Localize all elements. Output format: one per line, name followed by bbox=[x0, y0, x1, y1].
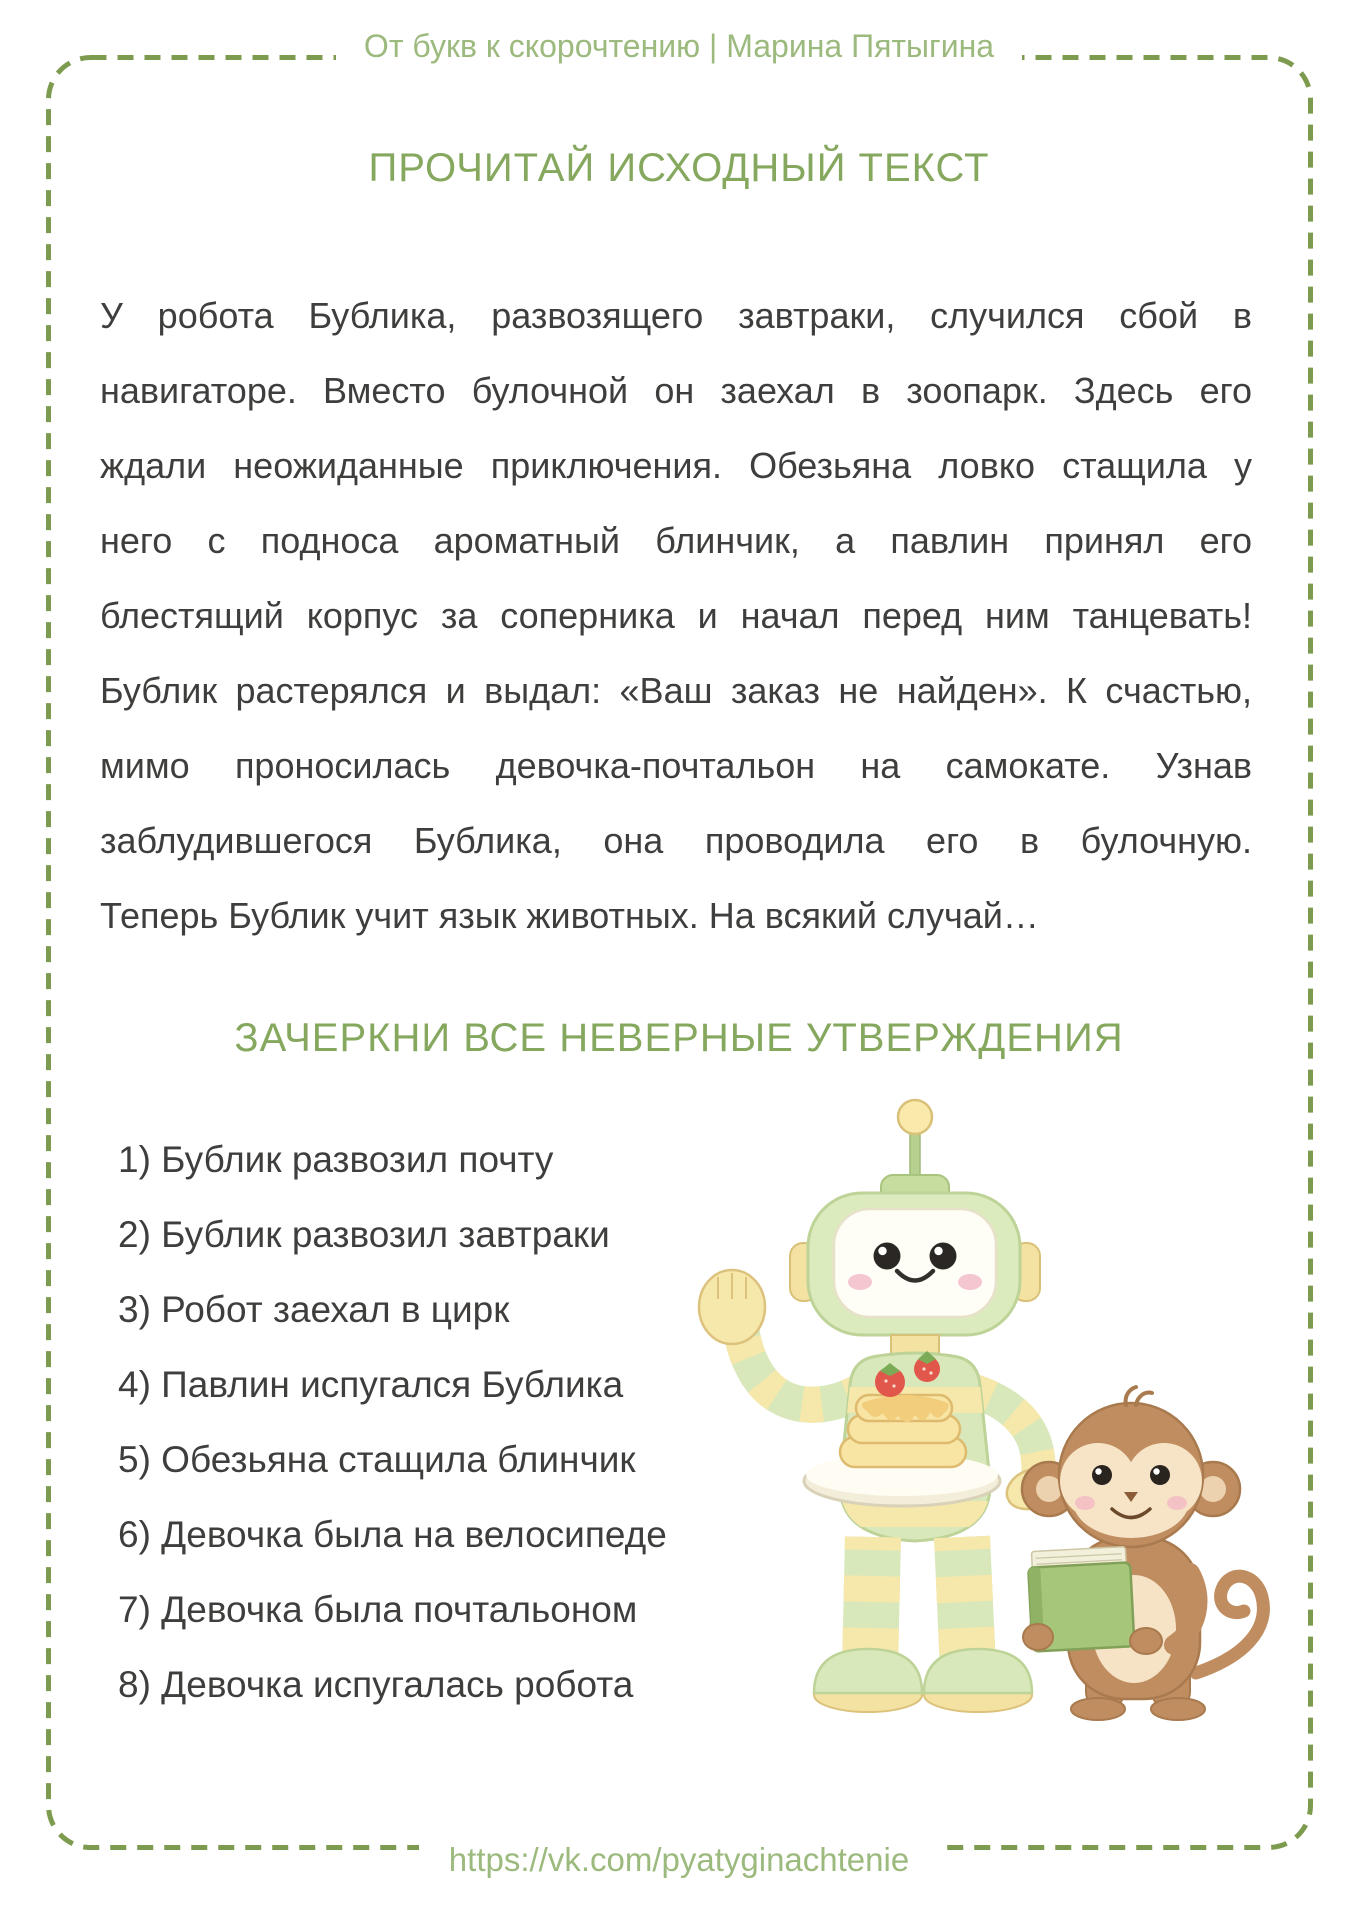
monkey-cheek-left bbox=[1075, 1496, 1095, 1510]
text-line: У робота Бублика, развозящего завтраки, случился сбой в bbox=[100, 295, 1252, 336]
section-read-title: ПРОЧИТАЙ ИСХОДНЫЙ ТЕКСТ bbox=[368, 146, 990, 190]
robot-cheek-left bbox=[848, 1274, 872, 1290]
robot-feet bbox=[814, 1649, 1032, 1712]
monkey-hand-right bbox=[1130, 1628, 1162, 1654]
footer-link[interactable]: https://vk.com/pyatyginachtenie bbox=[419, 1838, 939, 1882]
text-line: него с подноса ароматный блинчик, а павлин принял его bbox=[100, 520, 1252, 561]
page-footer bbox=[0, 1838, 1358, 1882]
monkey-cheek-right bbox=[1167, 1496, 1187, 1510]
statements-list bbox=[118, 1122, 718, 1722]
statement-item-4: 4) Павлин испугался Бублика bbox=[118, 1364, 624, 1405]
page-header bbox=[0, 26, 1358, 66]
monkey-hand-left bbox=[1023, 1624, 1053, 1650]
text-line: навигаторе. Вместо булочной он заехал в зоопарк. Здесь его bbox=[100, 370, 1252, 411]
text-line: ждали неожиданные приключения. Обезьяна ловко стащила у bbox=[100, 445, 1252, 486]
text-line: Бублик растерялся и выдал: «Ваш заказ не найден». К счастью, bbox=[100, 670, 1252, 711]
robot-face bbox=[834, 1209, 996, 1317]
header-text: От букв к скорочтению | Марина Пятыгина bbox=[336, 26, 1022, 66]
statement-item-1: 1) Бублик развозил почту bbox=[118, 1139, 554, 1180]
statement-item-7: 7) Девочка была почтальоном bbox=[118, 1589, 638, 1630]
robot-antenna-ball bbox=[898, 1100, 932, 1134]
monkey-illustration bbox=[1022, 1387, 1263, 1720]
source-text bbox=[100, 278, 1252, 953]
text-line: Теперь Бублик учит язык животных. На всякий случай… bbox=[100, 895, 1039, 936]
robot-illustration bbox=[699, 1100, 1063, 1712]
statement-item-3: 3) Робот заехал в цирк bbox=[118, 1289, 510, 1330]
text-line: мимо проносилась девочка-почтальон на самокате. Узнав bbox=[100, 745, 1252, 786]
robot-monkey-illustration bbox=[640, 1085, 1300, 1725]
statement-item-2: 2) Бублик развозил завтраки bbox=[118, 1214, 610, 1255]
statement-item-8: 8) Девочка испугалась робота bbox=[118, 1664, 634, 1705]
statement-item-6: 6) Девочка была на велосипеде bbox=[118, 1514, 667, 1555]
robot-cheek-right bbox=[958, 1274, 982, 1290]
text-line: блестящий корпус за соперника и начал перед ним танцевать! bbox=[100, 595, 1252, 636]
text-line: заблудившегося Бублика, она проводила его в булочную. bbox=[100, 820, 1252, 861]
statement-item-5: 5) Обезьяна стащила блинчик bbox=[118, 1439, 636, 1480]
section-task-title: ЗАЧЕРКНИ ВСЕ НЕВЕРНЫЕ УТВЕРЖДЕНИЯ bbox=[234, 1016, 1124, 1060]
